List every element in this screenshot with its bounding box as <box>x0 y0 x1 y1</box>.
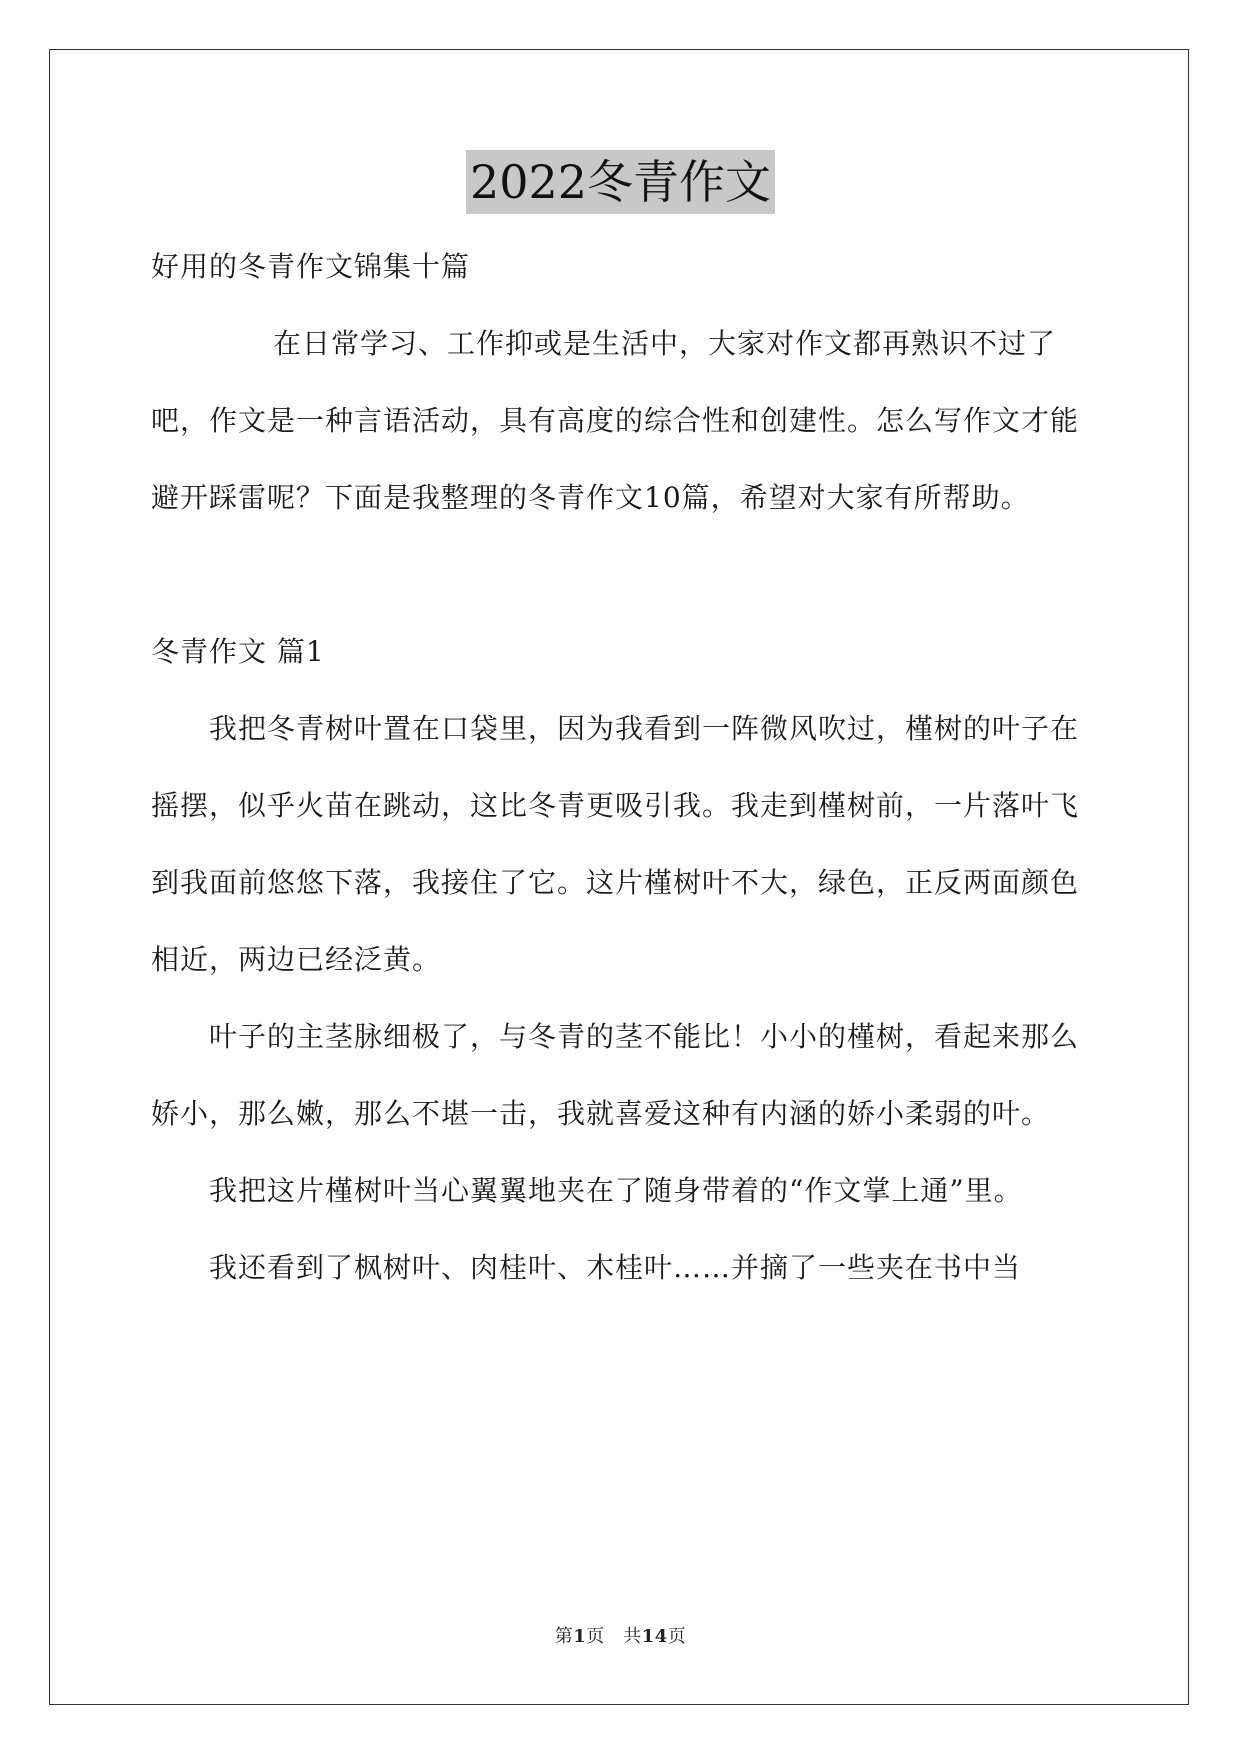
intro-paragraph: 在日常学习、工作抑或是生活中，大家对作文都再熟识不过了吧，作文是一种言语活动，具有高度的综合性和创建性。怎么写作文才能避开踩雷呢？下面是我整理的冬青作文10篇，希望对大家有所帮助。 <box>151 327 1080 514</box>
section-heading: 冬青作文 篇1 <box>151 635 325 668</box>
body-paragraph: 我把这片槿树叶当心翼翼地夹在了随身带着的“作文掌上通”里。 <box>209 1174 1023 1207</box>
page-footer <box>0 1622 1241 1648</box>
title-container <box>0 150 1241 214</box>
current-page-number: 1 <box>573 1626 587 1647</box>
body-paragraph: 叶子的主茎脉细极了，与冬青的茎不能比！小小的槿树，看起来那么娇小，那么嫩，那么不堪一击，我就喜爱这种有内涵的娇小柔弱的叶。 <box>151 1020 1080 1130</box>
body-paragraph: 我还看到了枫树叶、肉桂叶、木桂叶……并摘了一些夹在书中当 <box>209 1251 1022 1284</box>
spacer <box>151 536 1091 613</box>
document-body <box>151 228 1091 1306</box>
body-paragraph: 我把冬青树叶置在口袋里，因为我看到一阵微风吹过，槿树的叶子在摇摆，似乎火苗在跳动，这比冬青更吸引我。我走到槿树前，一片落叶飞到我面前悠悠下落，我接住了它。这片槿树叶不大，绿色，正反两面颜色相近，两边已经泛黄。 <box>151 712 1080 976</box>
footer-mid: 页 共 <box>586 1626 642 1647</box>
document-subtitle: 好用的冬青作文锦集十篇 <box>151 250 471 283</box>
footer-prefix: 第 <box>554 1626 574 1647</box>
total-page-count: 14 <box>641 1626 668 1647</box>
footer-suffix: 页 <box>667 1626 687 1647</box>
document-title: 2022冬青作文 <box>466 150 775 214</box>
